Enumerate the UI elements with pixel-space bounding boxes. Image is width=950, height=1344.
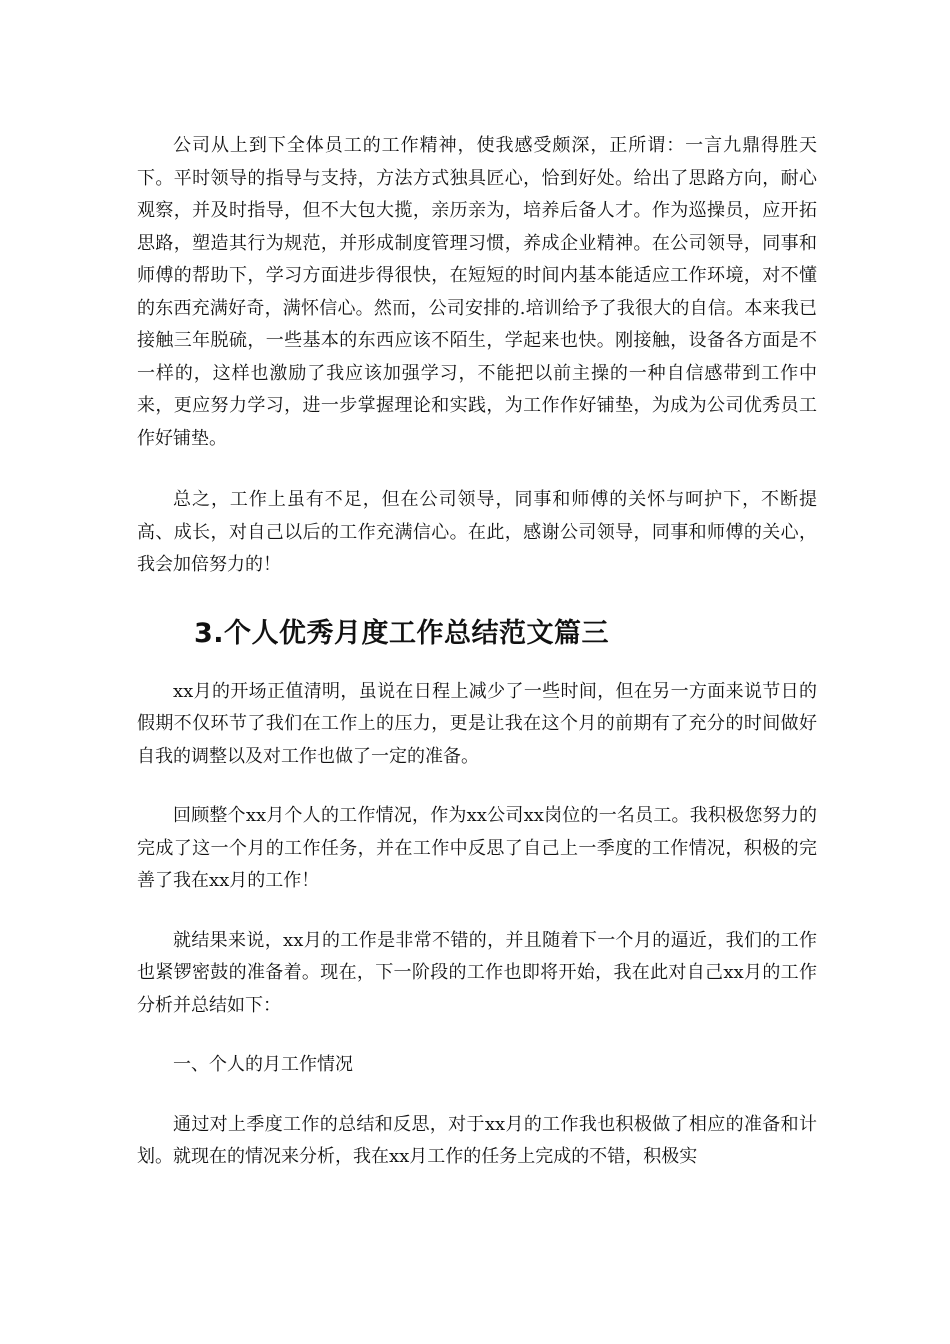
paragraph-result: 就结果来说，xx月的工作是非常不错的，并且随着下一个月的逼近，我们的工作也紧锣密鼓的准备着。现在，下一阶段的工作也即将开始，我在此对自己xx月的工作分析并总结如下： xyxy=(137,929,817,1016)
paragraph-company-spirit: 公司从上到下全体员工的工作精神，使我感受颇深，正所谓：一言九鼎得胜天下。平时领导的指导与支持，方法方式独具匠心，恰到好处。给出了思路方向，耐心观察，并及时指导，但不大包大揽，亲历亲为，培养后备人才。作为巡操员，应开拓思路，塑造其行为规范，并形成制度管理习惯，养成企业精神。在公司领导，同事和师傅的帮助下，学习方面进步得很快，在短短的时间内基本能适应工作环境，对不懂的东西充满好奇，满怀信心。然而，公司安排的.培训给予了我很大的自信。本来我已接触三年脱硫，一些基本的东西应该不陌生，学起来也快。刚接触，设备各方面是不一样的，这样也激励了我应该加强学习，不能把以前主操的一种自信感带到工作中来，更应努力学习，进一步掌握理论和实践，为工作作好铺垫，为成为公司优秀员工作好铺垫。 xyxy=(137,135,817,449)
paragraph-subheading: 一、个人的月工作情况 xyxy=(173,1054,353,1075)
document-page xyxy=(137,130,817,1174)
paragraph-month-start: xx月的开场正值清明，虽说在日程上减少了一些时间，但在另一方面来说节日的假期不仅环节了我们在工作上的压力，更是让我在这个月的前期有了充分的时间做好自我的调整以及对工作也做了一定的准备。 xyxy=(137,680,817,767)
paragraph-summary-start: 通过对上季度工作的总结和反思，对于xx月的工作我也积极做了相应的准备和计划。就现在的情况来分析，我在xx月工作的任务上完成的不错，积极实 xyxy=(137,1113,817,1167)
paragraph-conclusion: 总之，工作上虽有不足，但在公司领导，同事和师傅的关怀与呵护下，不断提高、成长，对自己以后的工作充满信心。在此，感谢公司领导，同事和师傅的关心，我会加倍努力的！ xyxy=(137,489,817,575)
paragraph-review: 回顾整个xx月个人的工作情况，作为xx公司xx岗位的一名员工。我积极您努力的完成了这一个月的工作任务，并在工作中反思了自己上一季度的工作情况，积极的完善了我在xx月的工作！ xyxy=(137,805,817,891)
section-heading: 3.个人优秀月度工作总结范文篇三 xyxy=(194,617,610,649)
